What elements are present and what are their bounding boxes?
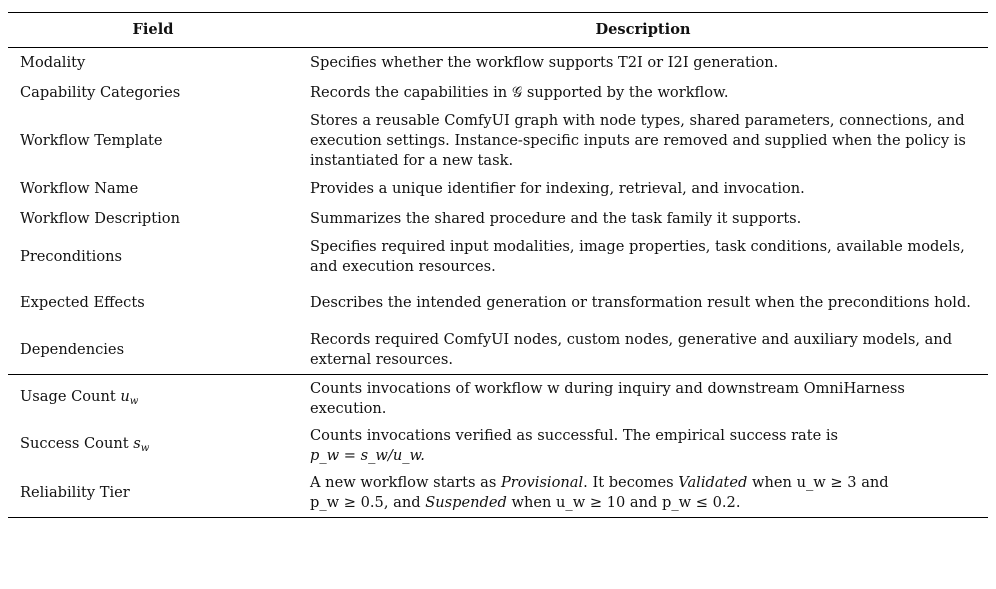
- text: when u_w ≥ 3 and: [747, 474, 889, 491]
- field-label: Usage Count: [20, 387, 121, 405]
- math-var: u: [120, 387, 130, 405]
- field-cell: Modality: [20, 54, 86, 71]
- field-cell: Dependencies: [8, 326, 298, 375]
- workflow-fields-table: [8, 12, 988, 518]
- table-row: [8, 108, 988, 174]
- field-cell: Reliability Tier: [8, 469, 298, 518]
- description-cell: Records the capabilities in 𝒢 supported by the workflow.: [310, 84, 729, 101]
- header-field: Field: [8, 13, 298, 48]
- table-row: [8, 48, 988, 79]
- description-cell: [298, 469, 988, 518]
- description-cell: Stores a reusable ComfyUI graph with node types, shared parameters, connections, and execution settings. Instance-specific inputs are removed and supplied when the policy is instantiated for a new task.: [310, 112, 966, 169]
- table-row: [8, 78, 988, 108]
- math-var: s: [133, 434, 141, 452]
- text: . It becomes: [583, 474, 679, 491]
- table-row: [8, 326, 988, 375]
- field-cell: Workflow Name: [20, 180, 139, 197]
- table-row: [8, 375, 988, 424]
- header-description: Description: [298, 13, 988, 48]
- description-line-2: [310, 493, 982, 513]
- description-text: Counts invocations verified as successful. The empirical success rate is: [310, 427, 839, 444]
- description-cell: Describes the intended generation or transformation result when the preconditions hold.: [310, 294, 971, 311]
- table-row: [8, 174, 988, 204]
- table-row: [8, 423, 988, 469]
- field-cell: [8, 375, 298, 424]
- table-row: [8, 204, 988, 234]
- math-subscript: w: [140, 442, 150, 454]
- description-cell: Provides a unique identifier for indexing, retrieval, and invocation.: [310, 180, 805, 197]
- tier-validated: Validated: [678, 474, 748, 491]
- table-row: [8, 280, 988, 326]
- field-cell: Expected Effects: [20, 294, 145, 311]
- field-cell: [8, 423, 298, 469]
- table-row: [8, 469, 988, 518]
- description-cell: Summarizes the shared procedure and the task family it supports.: [310, 210, 802, 227]
- text: when u_w ≥ 10 and p_w ≤ 0.2.: [506, 494, 741, 511]
- tier-provisional: Provisional: [500, 474, 584, 491]
- description-cell: Counts invocations of workflow w during inquiry and downstream OmniHarness execution.: [310, 380, 905, 417]
- description-cell: Specifies required input modalities, image properties, task conditions, available models, and execution resources.: [310, 238, 965, 275]
- table-header-row: [8, 13, 988, 48]
- text: A new workflow starts as: [310, 474, 501, 491]
- math-subscript: w: [129, 395, 139, 407]
- field-cell: Workflow Template: [20, 132, 163, 149]
- success-rate-formula: p_w = s_w/u_w.: [310, 447, 425, 464]
- field-label: Success Count: [20, 434, 134, 452]
- field-cell: Preconditions: [20, 248, 123, 265]
- field-cell: Capability Categories: [20, 84, 181, 101]
- description-line-1: [310, 473, 982, 493]
- description-cell: Records required ComfyUI nodes, custom nodes, generative and auxiliary models, and external resources.: [298, 326, 988, 375]
- description-cell: [298, 423, 988, 469]
- tier-suspended: Suspended: [425, 494, 507, 511]
- description-cell: Specifies whether the workflow supports T2I or I2I generation.: [310, 54, 779, 71]
- field-cell: Workflow Description: [20, 210, 180, 227]
- table-row: [8, 234, 988, 280]
- text: p_w ≥ 0.5, and: [310, 494, 426, 511]
